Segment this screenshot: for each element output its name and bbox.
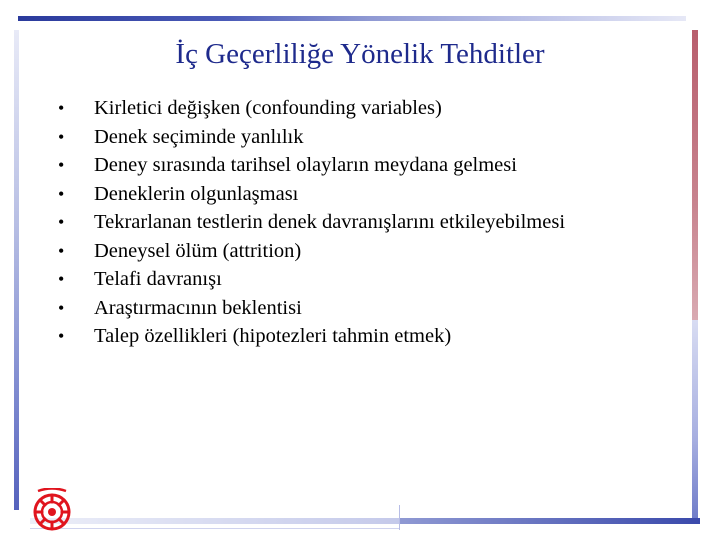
frame-bottom-bar-light (30, 518, 400, 524)
frame-left-bar (14, 30, 19, 510)
bullet-item (58, 123, 668, 152)
bullet-item (58, 294, 668, 323)
bullet-dot: • (58, 98, 65, 118)
bullet-item (58, 237, 668, 266)
bullet-dot: • (58, 269, 65, 289)
bullet-dot: • (58, 126, 65, 147)
bullet-item (58, 265, 668, 294)
bullet-item (58, 322, 668, 351)
bullet-text: Telafi davranışı (94, 268, 222, 290)
bullet-item (58, 151, 668, 180)
bullet-list (58, 94, 668, 351)
bullet-dot: • (58, 297, 65, 318)
slide-title: İç Geçerliliğe Yönelik Tehditler (175, 38, 545, 70)
bullet-dot: • (58, 326, 65, 346)
bullet-dot: • (58, 240, 65, 261)
frame-top-bar-light (368, 16, 686, 21)
bullet-item (58, 180, 668, 209)
bullet-text: Kirletici değişken (confounding variables) (94, 97, 442, 119)
bullet-dot: • (58, 183, 65, 204)
bullet-text: Talep özellikleri (hipotezleri tahmin etmek) (94, 325, 452, 347)
bullet-item (58, 208, 668, 237)
bullet-item (58, 94, 668, 123)
red-circular-logo-icon (30, 488, 74, 534)
bullet-text: Tekrarlanan testlerin denek davranışlarını etkileyebilmesi (94, 211, 566, 233)
bullet-text: Deney sırasında tarihsel olayların meydana gelmesi (94, 154, 517, 176)
frame-bottom-bar-dark (400, 518, 700, 524)
frame-right-bar-blue (692, 320, 698, 520)
frame-right-bar-red (692, 30, 698, 320)
bullet-text: Araştırmacının beklentisi (94, 296, 302, 319)
frame-bottom-tick (399, 505, 400, 530)
bullet-text: Denek seçiminde yanlılık (94, 125, 304, 148)
bullet-dot: • (58, 155, 65, 175)
bullet-text: Deneklerin olgunlaşması (94, 182, 299, 205)
frame-bottom-line (30, 528, 400, 529)
bullet-text: Deneysel ölüm (attrition) (94, 239, 302, 262)
frame-top-bar-dark (18, 16, 368, 21)
bullet-dot: • (58, 212, 65, 232)
